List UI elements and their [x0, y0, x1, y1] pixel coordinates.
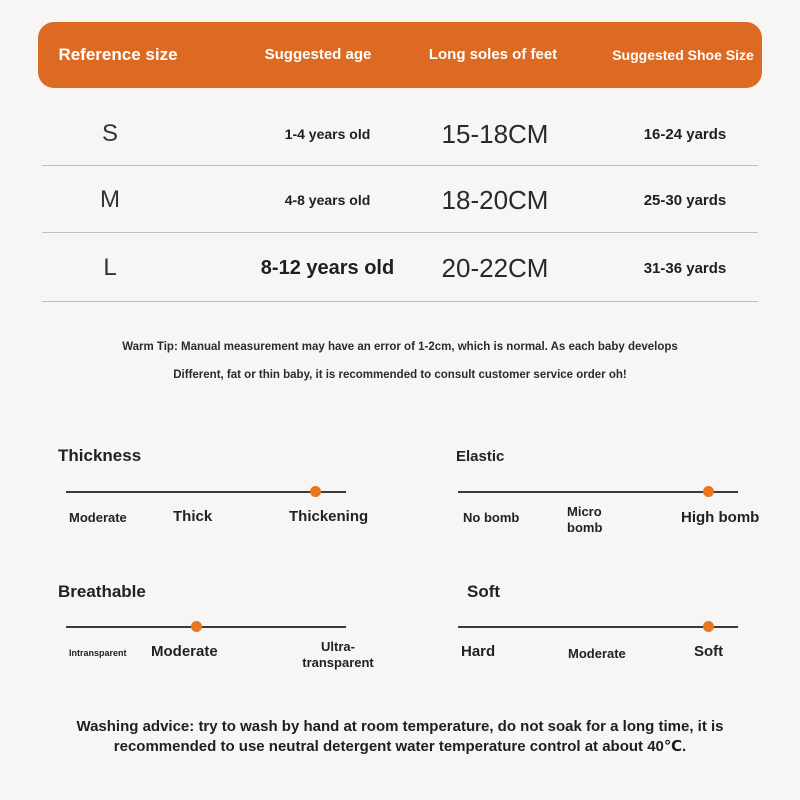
age-cell: 1-4 years old — [284, 126, 371, 142]
breathable-indicator — [191, 621, 202, 632]
thickness-track — [66, 491, 346, 493]
table-row — [40, 234, 758, 302]
elastic-label-micro-bomb: Micro bomb — [567, 504, 603, 535]
breathable-track — [66, 626, 346, 628]
elastic-label-no-bomb: No bomb — [463, 510, 520, 525]
header-reference-size: Reference size — [58, 45, 178, 65]
soft-label-moderate: Moderate — [568, 646, 626, 661]
soft-indicator — [703, 621, 714, 632]
soft-title: Soft — [467, 582, 501, 601]
row-divider — [42, 301, 758, 302]
size-cell: L — [103, 254, 117, 281]
warm-tip-line-2: Different, fat or thin baby, it is recommended to consult customer service order oh! — [173, 369, 627, 381]
elastic-title: Elastic — [456, 448, 505, 465]
washing-advice-line-1: Washing advice: try to wash by hand at room temperature, do not soak for a long time, it is — [76, 718, 724, 735]
shoe-cell: 25-30 yards — [643, 191, 727, 209]
age-cell: 8-12 years old — [260, 256, 395, 279]
elastic-label-high-bomb: High bomb — [681, 509, 760, 526]
size-table-header — [38, 22, 762, 88]
elastic-indicator — [703, 486, 714, 497]
warm-tip-line-1: Warm Tip: Manual measurement may have an error of 1-2cm, which is normal. As each baby develops — [122, 341, 678, 353]
shoe-cell: 16-24 yards — [643, 125, 727, 143]
breathable-label-intransparent: Intransparent — [69, 648, 127, 658]
sole-cell: 15-18CM — [441, 118, 549, 149]
thickness-title: Thickness — [58, 446, 142, 465]
sole-cell: 18-20CM — [441, 184, 549, 215]
thickness-indicator — [310, 486, 321, 497]
breathable-label-moderate: Moderate — [151, 643, 218, 660]
size-cell: S — [101, 120, 118, 147]
sole-cell: 20-22CM — [441, 252, 549, 283]
row-divider — [42, 232, 758, 233]
soft-track — [458, 626, 738, 628]
age-cell: 4-8 years old — [284, 192, 371, 208]
thickness-label-thickening: Thickening — [289, 508, 369, 525]
thickness-label-thick: Thick — [173, 508, 213, 525]
soft-label-hard: Hard — [461, 643, 496, 660]
header-long-soles: Long soles of feet — [428, 46, 558, 64]
table-row — [40, 100, 758, 168]
washing-advice-line-2: recommended to use neutral detergent water temperature control at about 40℃. — [113, 738, 687, 755]
size-cell: M — [100, 186, 120, 213]
elastic-track — [458, 491, 738, 493]
breathable-title: Breathable — [58, 582, 146, 601]
header-shoe-size: Suggested Shoe Size — [612, 46, 754, 63]
shoe-cell: 31-36 yards — [643, 259, 727, 277]
thickness-label-moderate: Moderate — [69, 510, 127, 525]
soft-label-soft: Soft — [694, 643, 724, 660]
header-suggested-age: Suggested age — [264, 46, 372, 64]
breathable-label-ultra-transparent: Ultra-transparent — [302, 639, 374, 670]
table-row — [40, 166, 758, 234]
